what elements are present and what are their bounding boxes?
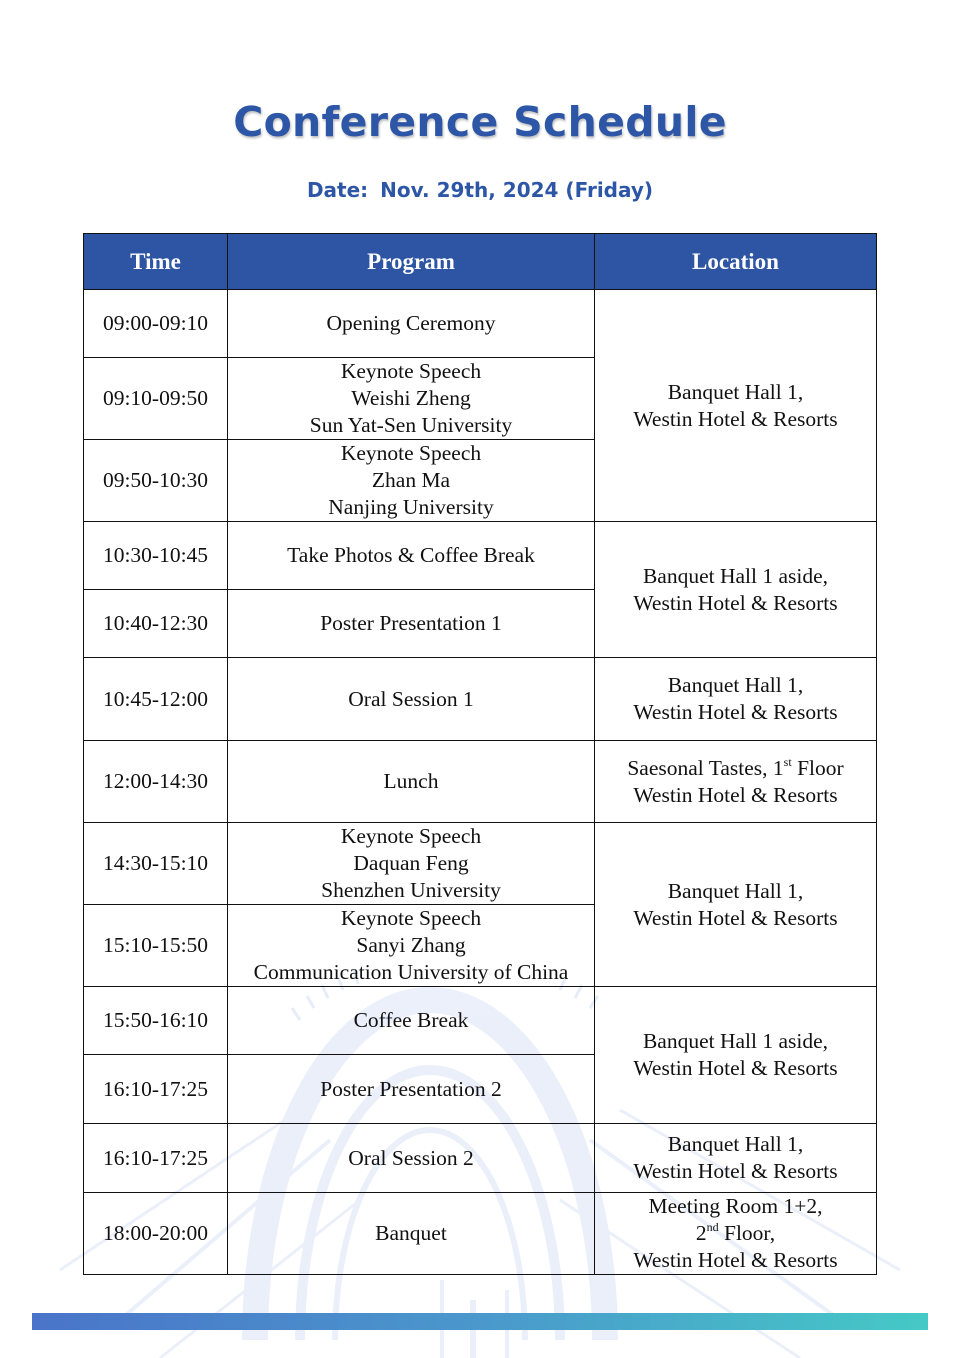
location-line: Banquet Hall 1, xyxy=(667,673,804,697)
location-line: Westin Hotel & Resorts xyxy=(633,406,838,431)
location-line: Westin Hotel & Resorts xyxy=(633,590,838,615)
location-line: Banquet Hall 1 aside, xyxy=(642,1029,829,1053)
time-cell: 16:10-17:25 xyxy=(84,1124,228,1193)
location-cell xyxy=(595,1193,877,1275)
location-line: Saesonal Tastes, 1st Floor xyxy=(627,754,844,780)
speaker-name: Daquan Feng xyxy=(353,851,469,875)
time-cell: 09:50-10:30 xyxy=(84,440,228,522)
date-label: Date: xyxy=(306,178,369,202)
program-title: Keynote Speech xyxy=(340,359,482,383)
program-title: Keynote Speech xyxy=(340,824,482,848)
program-cell xyxy=(228,440,595,522)
table-row xyxy=(84,741,877,823)
location-cell xyxy=(595,823,877,987)
program-title: Poster Presentation 1 xyxy=(320,611,502,635)
footer-gradient-bar xyxy=(32,1313,928,1330)
program-cell xyxy=(228,290,595,358)
table-row xyxy=(84,290,877,358)
location-line: Westin Hotel & Resorts xyxy=(633,1056,838,1080)
time-cell: 12:00-14:30 xyxy=(84,741,228,823)
program-title: Lunch xyxy=(383,769,439,793)
time-cell: 14:30-15:10 xyxy=(84,823,228,905)
location-line: Westin Hotel & Resorts xyxy=(633,1248,838,1272)
program-cell xyxy=(228,358,595,440)
program-title: Keynote Speech xyxy=(340,441,482,465)
program-cell xyxy=(228,1124,595,1193)
program-cell xyxy=(228,590,595,658)
column-header-program: Program xyxy=(228,234,595,290)
location-cell xyxy=(595,987,877,1124)
table-row xyxy=(84,823,877,905)
program-cell xyxy=(228,522,595,590)
table-row xyxy=(84,658,877,741)
program-title: Keynote Speech xyxy=(340,906,482,930)
location-line: Westin Hotel & Resorts xyxy=(633,1159,838,1183)
program-title: Banquet xyxy=(375,1221,447,1245)
schedule-table xyxy=(83,233,877,1275)
location-line: Meeting Room 1+2, xyxy=(648,1194,823,1218)
time-cell: 15:10-15:50 xyxy=(84,905,228,987)
location-line: Westin Hotel & Resorts xyxy=(633,782,838,807)
time-cell: 16:10-17:25 xyxy=(84,1055,228,1124)
location-line: Banquet Hall 1, xyxy=(667,379,804,404)
location-line: Banquet Hall 1, xyxy=(667,878,804,903)
speaker-affiliation: Communication University of China xyxy=(253,960,569,984)
conference-date xyxy=(0,178,960,202)
speaker-affiliation: Sun Yat-Sen University xyxy=(309,413,513,437)
table-row xyxy=(84,1193,877,1275)
location-line: Westin Hotel & Resorts xyxy=(633,700,838,724)
location-cell xyxy=(595,522,877,658)
location-cell xyxy=(595,658,877,741)
location-cell xyxy=(595,741,877,823)
program-title: Oral Session 2 xyxy=(348,1145,474,1170)
date-value: Nov. 29th, 2024 (Friday) xyxy=(380,178,654,202)
speaker-name: Weishi Zheng xyxy=(351,386,471,410)
program-cell xyxy=(228,823,595,905)
header-row xyxy=(84,234,877,290)
time-cell: 10:40-12:30 xyxy=(84,590,228,658)
time-cell: 09:00-09:10 xyxy=(84,290,228,358)
time-cell: 10:30-10:45 xyxy=(84,522,228,590)
location-line: Westin Hotel & Resorts xyxy=(633,905,838,930)
speaker-affiliation: Shenzhen University xyxy=(321,878,501,902)
program-cell xyxy=(228,658,595,741)
time-cell: 10:45-12:00 xyxy=(84,658,228,741)
time-cell: 18:00-20:00 xyxy=(84,1193,228,1275)
time-cell: 15:50-16:10 xyxy=(84,987,228,1055)
table-row xyxy=(84,522,877,590)
location-cell xyxy=(595,1124,877,1193)
program-cell xyxy=(228,1055,595,1124)
program-cell xyxy=(228,741,595,823)
location-cell xyxy=(595,290,877,522)
column-header-location: Location xyxy=(595,234,877,290)
location-line: Banquet Hall 1 aside, xyxy=(642,563,829,588)
time-cell: 09:10-09:50 xyxy=(84,358,228,440)
table-row xyxy=(84,987,877,1055)
table-row xyxy=(84,1124,877,1193)
program-cell xyxy=(228,987,595,1055)
program-title: Oral Session 1 xyxy=(348,686,474,711)
program-cell xyxy=(228,1193,595,1275)
program-title: Coffee Break xyxy=(353,1008,469,1032)
speaker-name: Zhan Ma xyxy=(371,468,451,492)
speaker-name: Sanyi Zhang xyxy=(356,933,466,957)
page-title: Conference Schedule xyxy=(233,98,727,146)
program-title: Poster Presentation 2 xyxy=(320,1076,502,1101)
program-title: Opening Ceremony xyxy=(326,311,496,335)
speaker-affiliation: Nanjing University xyxy=(328,495,494,519)
location-line: 2nd Floor, xyxy=(695,1220,776,1245)
program-title: Take Photos & Coffee Break xyxy=(287,543,535,567)
column-header-time: Time xyxy=(84,234,228,290)
location-line: Banquet Hall 1, xyxy=(667,1132,804,1156)
program-cell xyxy=(228,905,595,987)
